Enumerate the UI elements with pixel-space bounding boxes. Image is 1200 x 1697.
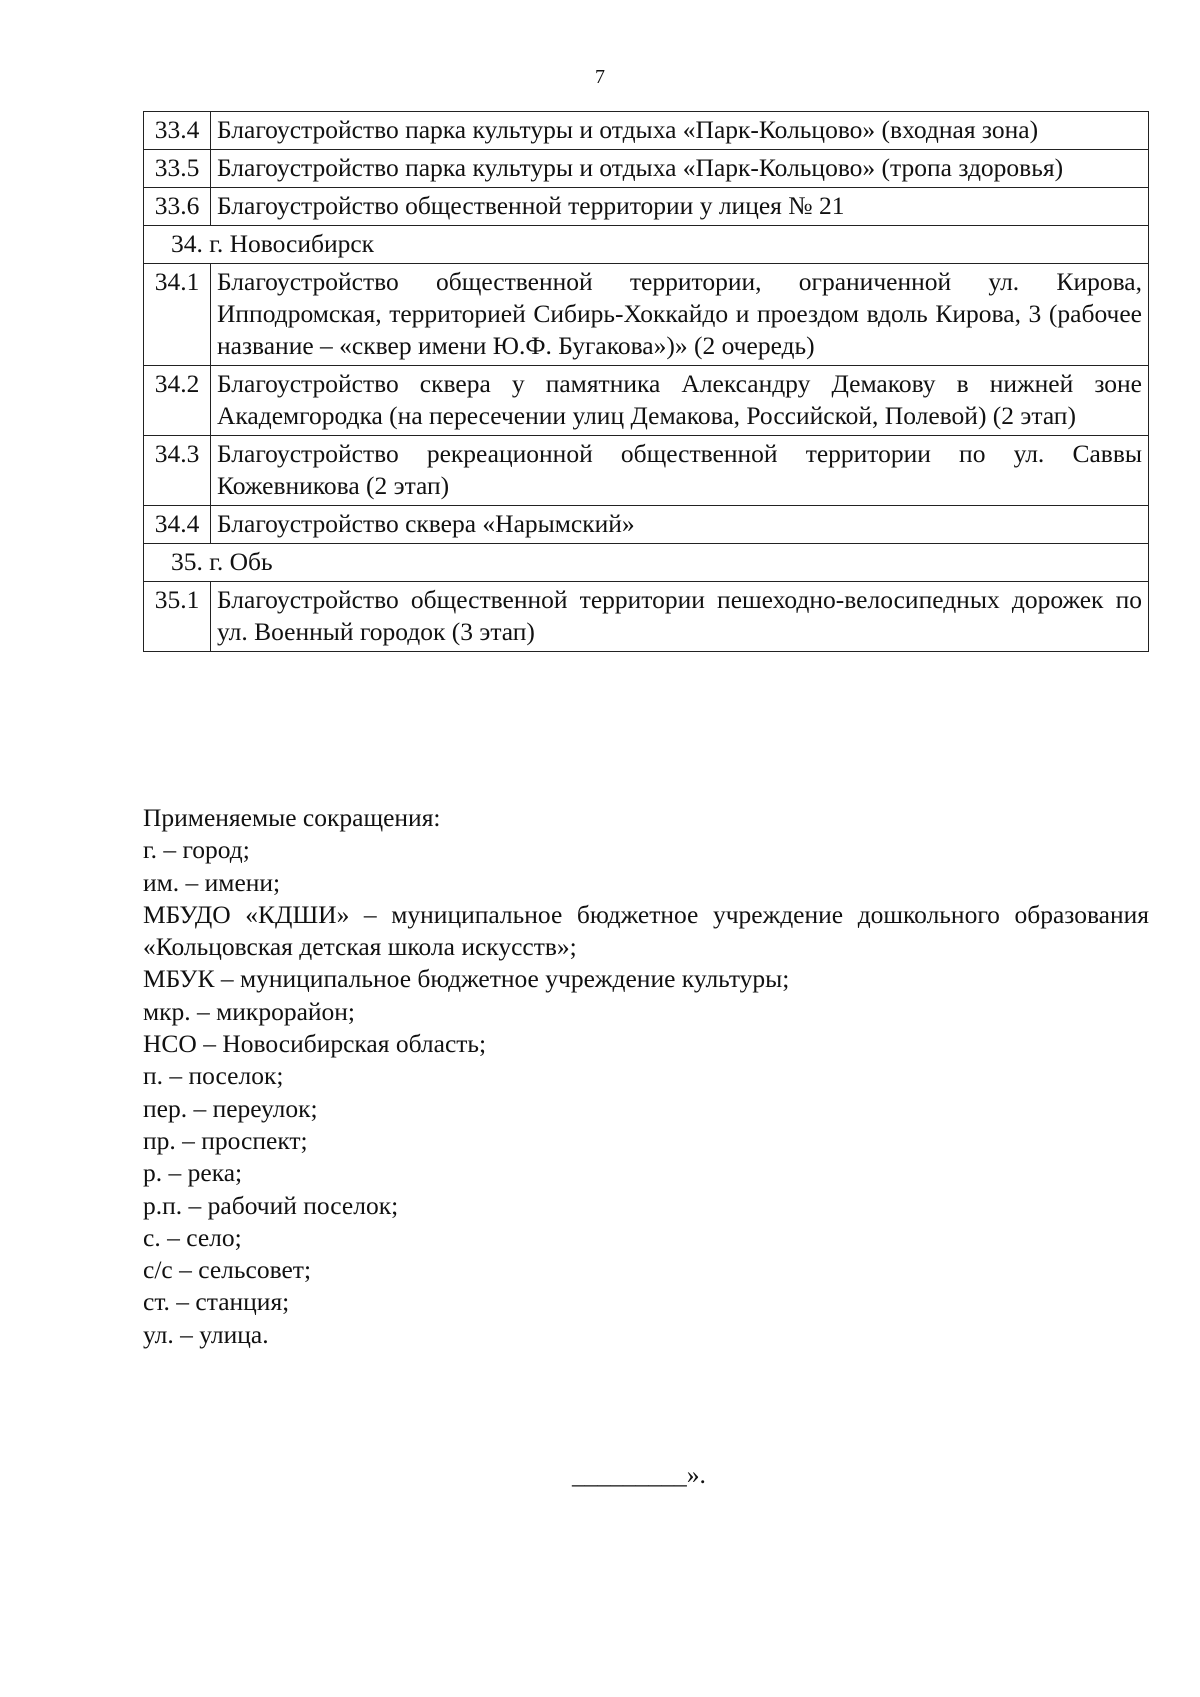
row-number: 33.4 [144, 112, 211, 150]
row-description: Благоустройство рекреационной общественной территории по ул. Саввы Кожевникова (2 этап) [211, 436, 1149, 506]
abbreviations-heading: Применяемые сокращения: [143, 803, 441, 832]
table-row [144, 112, 1149, 150]
table-group-row [144, 544, 1149, 582]
row-number: 35.1 [144, 582, 211, 652]
table-row [144, 436, 1149, 506]
group-heading: 35. г. Обь [144, 544, 1149, 582]
abbreviation-item: пр. – проспект; [143, 1125, 308, 1155]
table-row [144, 506, 1149, 544]
table-row [144, 188, 1149, 226]
abbreviation-item: п. – поселок; [143, 1061, 284, 1091]
row-description: Благоустройство сквера у памятника Александру Демакову в нижней зоне Академгородка (на пересечении улиц Демакова, Российской, Полевой) (2 этап) [211, 366, 1149, 436]
row-description: Благоустройство общественной территории, ограниченной ул. Кирова, Ипподромская, территорией Сибирь-Хоккайдо и проездом вдоль Кирова, 3 (рабочее название – «сквер имени Ю.Ф. Бугакова»)» (2 очередь) [211, 264, 1149, 366]
abbreviation-item: р.п. – рабочий поселок; [143, 1190, 399, 1220]
table-row [144, 582, 1149, 652]
page-number: 7 [595, 66, 605, 88]
row-number: 34.4 [144, 506, 211, 544]
row-description: Благоустройство общественной территории у лицея № 21 [211, 188, 1149, 226]
row-number: 34.3 [144, 436, 211, 506]
table-group-row [144, 226, 1149, 264]
abbreviation-item: НСО – Новосибирская область; [143, 1029, 487, 1059]
abbreviation-item: ул. – улица. [143, 1319, 269, 1349]
abbreviation-item: ст. – станция; [143, 1287, 290, 1317]
table-row [144, 366, 1149, 436]
abbreviation-item: г. – город; [143, 835, 250, 865]
row-number: 33.5 [144, 150, 211, 188]
abbreviation-item: р. – река; [143, 1158, 243, 1188]
abbreviation-item: МБУДО «КДШИ» – муниципальное бюджетное учреждение дошкольного образования «Кольцовская детская школа искусств»; [143, 899, 1149, 962]
row-description: Благоустройство парка культуры и отдыха «Парк-Кольцово» (тропа здоровья) [211, 150, 1149, 188]
group-heading: 34. г. Новосибирск [144, 226, 1149, 264]
table-row [144, 150, 1149, 188]
row-number: 34.2 [144, 366, 211, 436]
closing-mark: _________». [572, 1460, 706, 1489]
abbreviation-item: пер. – переулок; [143, 1093, 318, 1123]
abbreviation-item: мкр. – микрорайон; [143, 996, 356, 1026]
table-row [144, 264, 1149, 366]
abbreviation-item: им. – имени; [143, 867, 281, 897]
row-description: Благоустройство общественной территории пешеходно-велосипедных дорожек по ул. Военный городок (3 этап) [211, 582, 1149, 652]
objects-table [143, 111, 1149, 652]
row-description: Благоустройство сквера «Нарымский» [211, 506, 1149, 544]
abbreviations-section [143, 802, 1149, 1351]
abbreviation-item: с. – село; [143, 1222, 242, 1252]
abbreviation-item: МБУК – муниципальное бюджетное учреждение культуры; [143, 964, 790, 994]
row-number: 34.1 [144, 264, 211, 366]
row-number: 33.6 [144, 188, 211, 226]
row-description: Благоустройство парка культуры и отдыха «Парк-Кольцово» (входная зона) [211, 112, 1149, 150]
abbreviation-item: с/с – сельсовет; [143, 1255, 312, 1285]
